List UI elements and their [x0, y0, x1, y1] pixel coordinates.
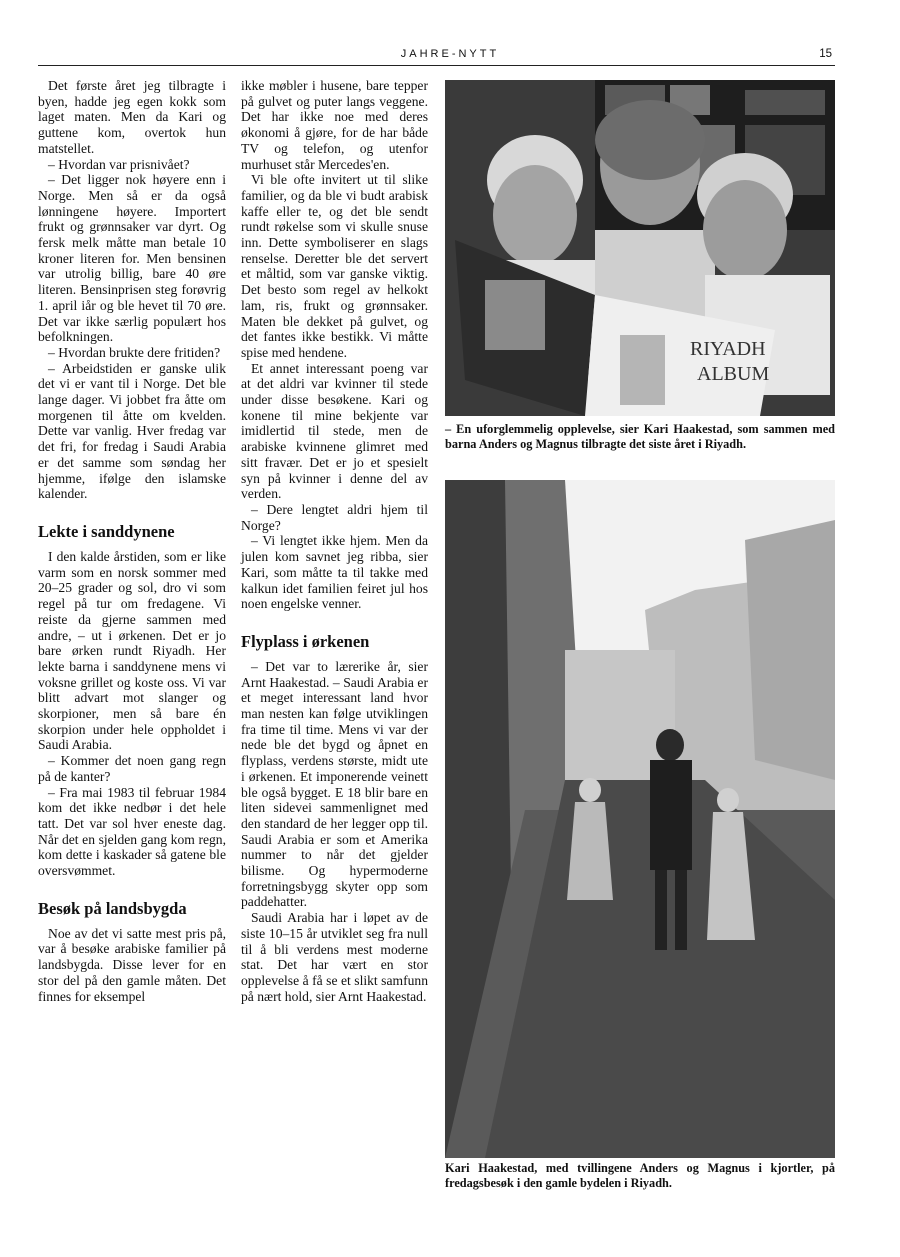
paragraph: ikke møbler i husene, bare tepper på gulvet og puter langs veggene. Det har ikke noe med deres økonomi å gjøre, for de har både TV og telefon, og utenfor murhuset står Mercedes'en.: [241, 78, 428, 172]
paragraph: – Det ligger nok høyere enn i Norge. Men så er da også lønningene høyere. Importert frukt og grønnsaker var dyrt. Og fersk melk måtte man betale 10 kroner literen for. Men bensinen var utrolig billig, bare 40 øre literen. Bensinprisen steg forøvrig 1. april iår og ble hevet til 70 øre. Det var ikke særlig populært hos befolkningen.: [38, 172, 226, 345]
paragraph: – Vi lengtet ikke hjem. Men da julen kom savnet jeg ribba, sier Kari, som måtte ta til takke med kalkun idet familien feiret jul hos noen engelske venner.: [241, 533, 428, 612]
family-photo-illustration: [445, 80, 835, 416]
paragraph: – Fra mai 1983 til februar 1984 kom det ikke nedbør i det hele tatt. Det var sol hver eneste dag. Når det en sjelden gang kom regn, kom dette i kaskader så gatene ble oversvømmet.: [38, 784, 226, 879]
paragraph: – Arbeidstiden er ganske ulik det vi er vant til i Norge. Det ble lange dager. Vi jobbet fra åtte om morgenen til åtte om kvelden. Dette var vanlig. Hver fredag var det fri, for fredag i Saudi Arabia er det samme som søndag her hjemme, ifølge den islamske kalender.: [38, 360, 226, 502]
family-photo: [445, 80, 835, 416]
paragraph: Et annet interessant poeng var at det aldri var kvinner til stede under disse besøkene. Kari og konene til mine bekjente var imidlertid til stede, men de arabiske kvinnene glimret med sitt fravær. Det er jo et spesielt syn på kvinner i denne del av verden.: [241, 360, 428, 502]
book-title-2: ALBUM: [697, 363, 770, 385]
header-rule: [38, 65, 835, 66]
running-head: JAHRE-NYTT: [400, 48, 500, 60]
section-heading-lekte: Lekte i sanddynene: [38, 521, 175, 541]
book-title-1: RIYADH: [690, 338, 766, 360]
paragraph: – Kommer det noen gang regn på de kanter?: [38, 753, 226, 784]
paragraph: I den kalde årstiden, som er like varm som en norsk sommer med 20–25 grader og sol, dro vi som regel på tur om fredagene. Vi reiste da gjerne sammen med andre, – ut i ørkenen. Det er jo bare ørken rundt Riyadh. Her lekte barna i sanddynene mens vi voksne grillet og koste oss. Vi var blitt advart mot slanger og skorpioner, men så bare én skorpion under hele oppholdet i Saudi Arabia.: [38, 548, 226, 753]
paragraph: Noe av det vi satte mest pris på, var å besøke arabiske familier på landsbygda. Disse lever for en stor del på den gamle måten. Det finnes for eksempel: [38, 925, 226, 1004]
old-town-photo-caption: Kari Haakestad, med tvillingene Anders og Magnus i kjortler, på fredagsbesøk i den gamle bydelen i Riyadh.: [445, 1161, 835, 1190]
section-heading-flyplass: Flyplass i ørkenen: [241, 631, 370, 651]
article-column-2: [241, 78, 428, 1004]
section-heading-besok: Besøk på landsbygda: [38, 898, 187, 918]
paragraph: – Dere lengtet aldri hjem til Norge?: [241, 501, 428, 533]
paragraph: – Hvordan brukte dere fritiden?: [48, 344, 221, 360]
paragraph: Saudi Arabia har i løpet av de siste 10–15 år utviklet seg fra null til å bli verdens mest moderne stat. Det har vært en stor opplevelse å få se et slikt samfunn på nært hold, sier Arnt Haakestad.: [241, 910, 428, 1004]
old-town-photo: [445, 480, 835, 1158]
paragraph: Det første året jeg tilbragte i byen, hadde jeg egen kokk som laget maten. Men da Kari og guttene kom, overtok hun matstellet.: [38, 78, 226, 156]
paragraph: – Hvordan var prisnivået?: [48, 156, 190, 172]
family-photo-caption: – En uforglemmelig opplevelse, sier Kari Haakestad, som sammen med barna Anders og Magnus tilbragte det siste året i Riyadh.: [445, 422, 835, 451]
page-number: 15: [819, 48, 832, 60]
old-town-photo-illustration: [445, 480, 835, 1158]
paragraph: – Det var to lærerike år, sier Arnt Haakestad. – Saudi Arabia er et meget interessant land hvor man nesten kan følge utviklingen fra time til time. Mens vi var der nede ble det bygd og åpnet en flyplass, verdens største, midt ute i ørkenen. Et imponerende veinett ble også bygget. E 18 blir bare en liten sidevei sammenlignet med den standard de her legger opp til. Saudi Arabia er som et Amerika nummer to når det gjelder bilisme. Og hypermoderne forretningsbygg skyter opp som paddehatter.: [241, 658, 428, 910]
article-column-1: [38, 78, 226, 1004]
paragraph: Vi ble ofte invitert ut til slike familier, og da ble vi budt arabisk kaffe eller te, og det ble sendt rundt røkelse som vi skulle snuse inn. Dette symboliserer en slags renselse. Deretter ble det servert et måltid, som var ganske viktig. Det besto som regel av helkokt lam, ris, frukt og grønnsaker. Maten ble dekket på gulvet, og det fantes ikke bestikk. Vi måtte spise med hendene.: [241, 172, 428, 360]
